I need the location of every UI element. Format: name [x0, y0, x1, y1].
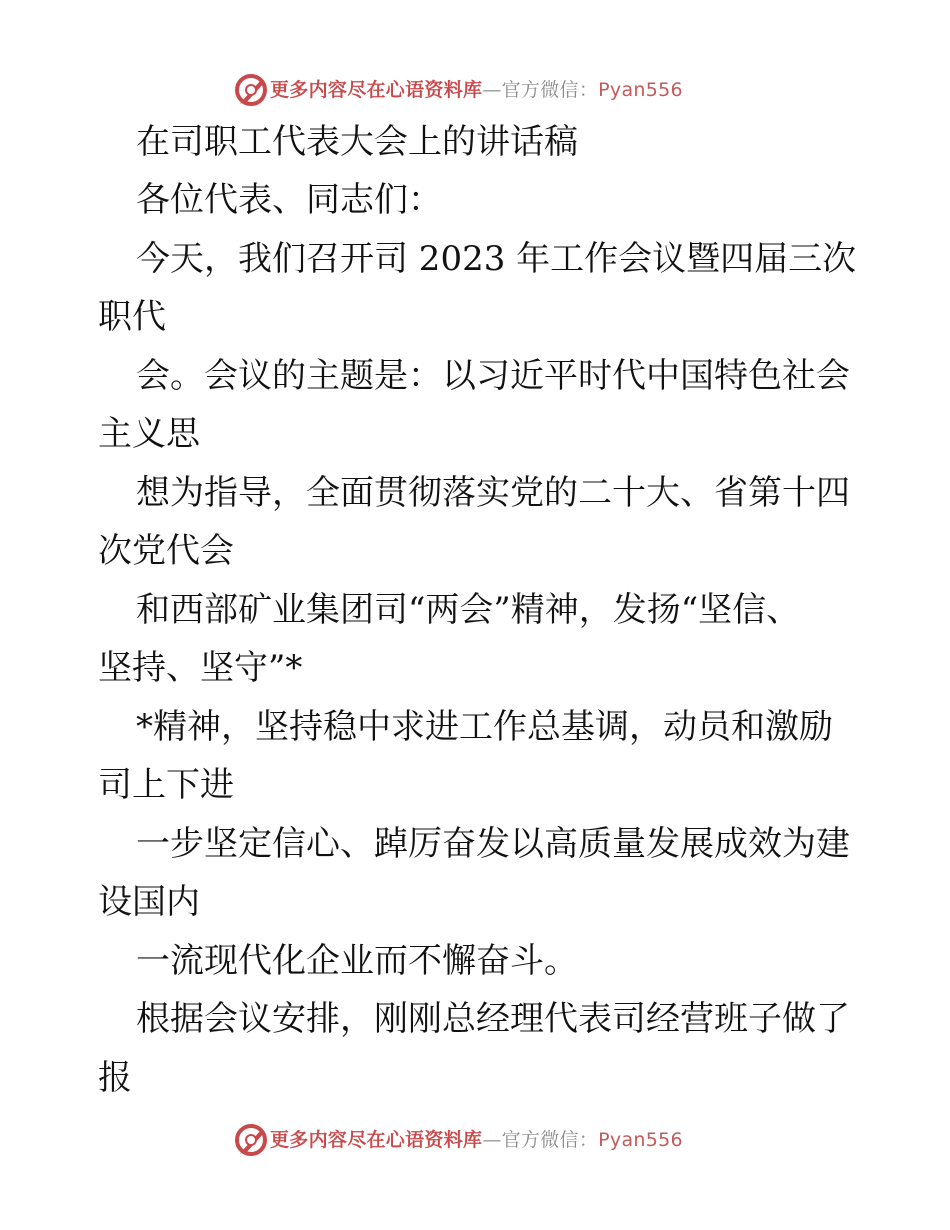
paragraph-line: 次党代会: [98, 531, 234, 571]
banner-text: [270, 1127, 683, 1153]
banner-dash: —: [482, 1129, 502, 1151]
paragraph-line: 一步坚定信心、踔厉奋发以高质量发展成效为建: [136, 824, 850, 864]
paragraph-line: 坚持、坚守”*: [98, 648, 303, 688]
pen-logo-icon: [231, 70, 271, 110]
paragraph-line: 一流现代化企业而不懈奋斗。: [136, 941, 578, 981]
banner-text: [270, 77, 683, 103]
paragraph-line: 职代: [98, 297, 166, 337]
paragraph-line: 司上下进: [98, 765, 234, 805]
pen-logo-icon: [231, 1120, 271, 1160]
paragraph-line: 想为指导，全面贯彻落实党的二十大、省第十四: [136, 473, 850, 513]
footer-banner: [0, 1118, 950, 1164]
paragraph-line: 主义思: [98, 414, 200, 454]
banner-dash: —: [482, 79, 502, 101]
paragraph-line: *精神，坚持稳中求进工作总基调，动员和激励: [136, 707, 833, 747]
header-banner: [0, 68, 950, 114]
wechat-label: 官方微信：: [501, 79, 599, 101]
paragraph-line: 设国内: [98, 882, 200, 922]
paragraph-line: 今天，我们召开司 2023 年工作会议暨四届三次: [136, 239, 857, 279]
library-text: 更多内容尽在心语资料库: [270, 79, 483, 101]
paragraph-line: 会。会议的主题是：以习近平时代中国特色社会: [136, 356, 850, 396]
library-text: 更多内容尽在心语资料库: [270, 1129, 483, 1151]
wechat-id: Pyan556: [598, 1129, 683, 1151]
paragraph-line: 根据会议安排，刚刚总经理代表司经营班子做了: [136, 999, 850, 1039]
wechat-label: 官方微信：: [501, 1129, 599, 1151]
salutation: 各位代表、同志们：: [136, 180, 442, 220]
paragraph-line: 报: [98, 1058, 132, 1098]
paragraph-line: 和西部矿业集团司“两会”精神，发扬“坚信、: [136, 590, 801, 630]
wechat-id: Pyan556: [598, 79, 683, 101]
doc-title: 在司职工代表大会上的讲话稿: [136, 122, 578, 162]
